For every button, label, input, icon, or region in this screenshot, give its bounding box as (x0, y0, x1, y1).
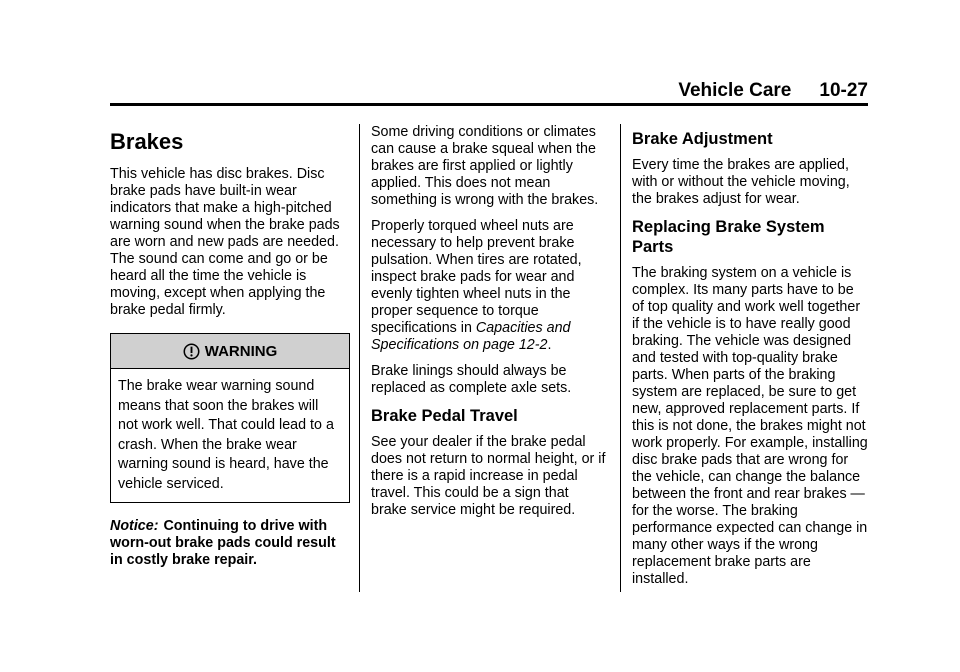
replacing-heading: Replacing Brake System Parts (632, 218, 825, 256)
warning-text: The brake wear warning sound means that soon the brakes will not work well. That could lead to a crash. When the brake wear warning sound is heard, have the vehicle serviced. (118, 378, 334, 492)
column-1 (110, 124, 350, 578)
warning-symbol-icon (183, 343, 200, 360)
column-divider (620, 124, 621, 592)
pedal-travel-text: See your dealer if the brake pedal does not return to normal height, or if there is a rapid increase in pedal travel. This could be a sign that brake service might be required. (371, 434, 606, 518)
squeal-paragraph: Some driving conditions or climates can cause a brake squeal when the brakes are first applied or lightly applied. This does not mean something is wrong with the brakes. (371, 124, 599, 208)
header-rule (110, 103, 868, 106)
specifications-reference: Capacities and Specifications on page 12-2 (371, 320, 571, 353)
pedal-travel-heading: Brake Pedal Travel (371, 407, 518, 425)
adjustment-text: Every time the brakes are applied, with or without the vehicle moving, the brakes adjust for wear. (632, 157, 850, 207)
column-2 (371, 124, 607, 528)
linings-paragraph: Brake linings should always be replaced as complete axle sets. (371, 363, 572, 396)
notice (110, 518, 350, 569)
torque-paragraph (371, 218, 607, 354)
warning-label: WARNING (204, 342, 278, 360)
adjustment-heading: Brake Adjustment (632, 130, 773, 148)
brakes-heading: Brakes (110, 129, 184, 154)
torque-text: Properly torqued wheel nuts are necessary to help prevent brake pulsation. When tires are rotated, inspect brake pads for wear and evenly tighten wheel nuts in the proper sequence to torque specifications in (371, 218, 582, 336)
page-number: 10-27 (819, 80, 868, 101)
section-title: Vehicle Care (678, 80, 792, 101)
warning-box (110, 333, 350, 503)
warning-header (111, 334, 349, 369)
brakes-intro: This vehicle has disc brakes. Disc brake pads have built-in wear indicators that make a high-pitched warning sound when the brake pads are worn and new pads are needed. The sound can come and go or be heard all the time the vehicle is moving, except when applying the brake pedal firmly. (110, 166, 340, 318)
torque-end: . (547, 337, 552, 353)
column-3 (632, 124, 868, 597)
notice-label: Notice: (110, 518, 159, 534)
page-header (110, 80, 868, 102)
column-divider (359, 124, 360, 592)
replacing-text: The braking system on a vehicle is complex. Its many parts have to be of top quality and work well together if the vehicle is to have really good braking. The vehicle was designed and tested with top-quality brake parts. When parts of the braking system are replaced, be sure to get new, approved replacement parts. If this is not done, the brakes might not work properly. For example, installing disc brake pads that are wrong for the vehicle, can change the balance between the front and rear brakes — for the worse. The braking performance expected can change in many other ways if the wrong replacement brake parts are installed. (632, 265, 868, 587)
notice-text: Continuing to drive with worn-out brake pads could result in costly brake repair. (110, 518, 336, 568)
